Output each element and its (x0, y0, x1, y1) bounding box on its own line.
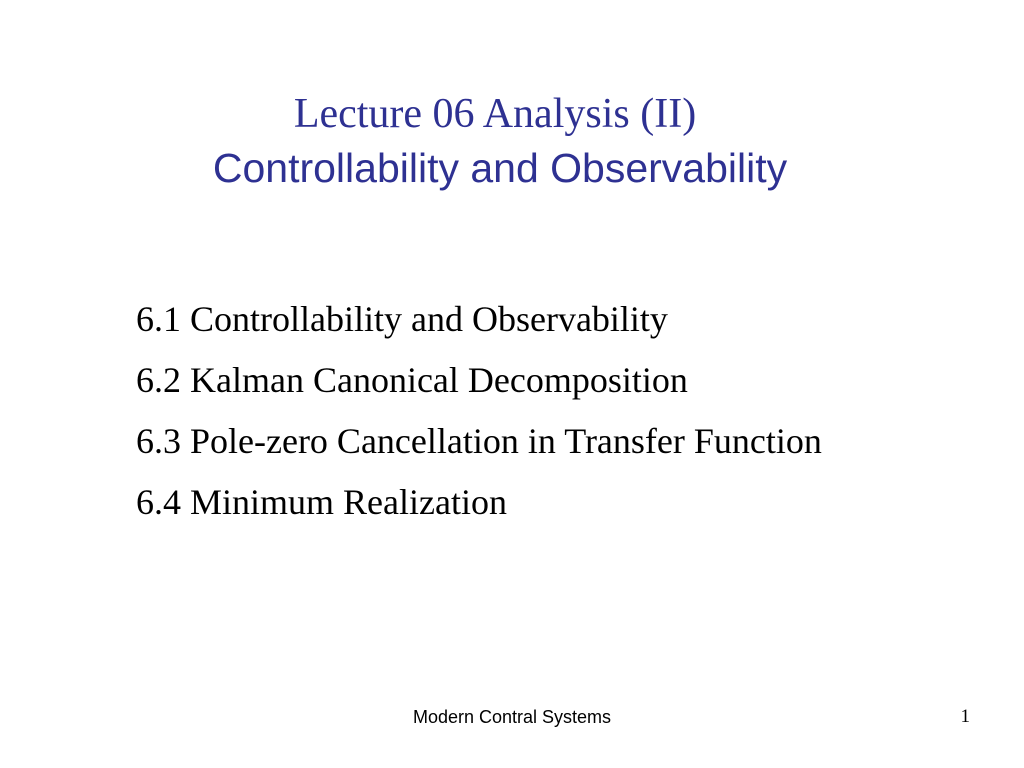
agenda-item-6-4: 6.4 Minimum Realization (136, 482, 507, 522)
agenda-item-6-2: 6.2 Kalman Canonical Decomposition (136, 360, 688, 400)
agenda-item-6-1: 6.1 Controllability and Observability (136, 299, 668, 339)
page-number: 1 (960, 706, 970, 727)
slide-title: Lecture 06 Analysis (II) (293, 91, 697, 137)
agenda-list (136, 289, 822, 533)
agenda-item-6-3: 6.3 Pole-zero Cancellation in Transfer Function (136, 421, 822, 461)
slide-subtitle: Controllability and Observability (212, 145, 788, 191)
footer-text: Modern Contral Systems (412, 707, 612, 727)
